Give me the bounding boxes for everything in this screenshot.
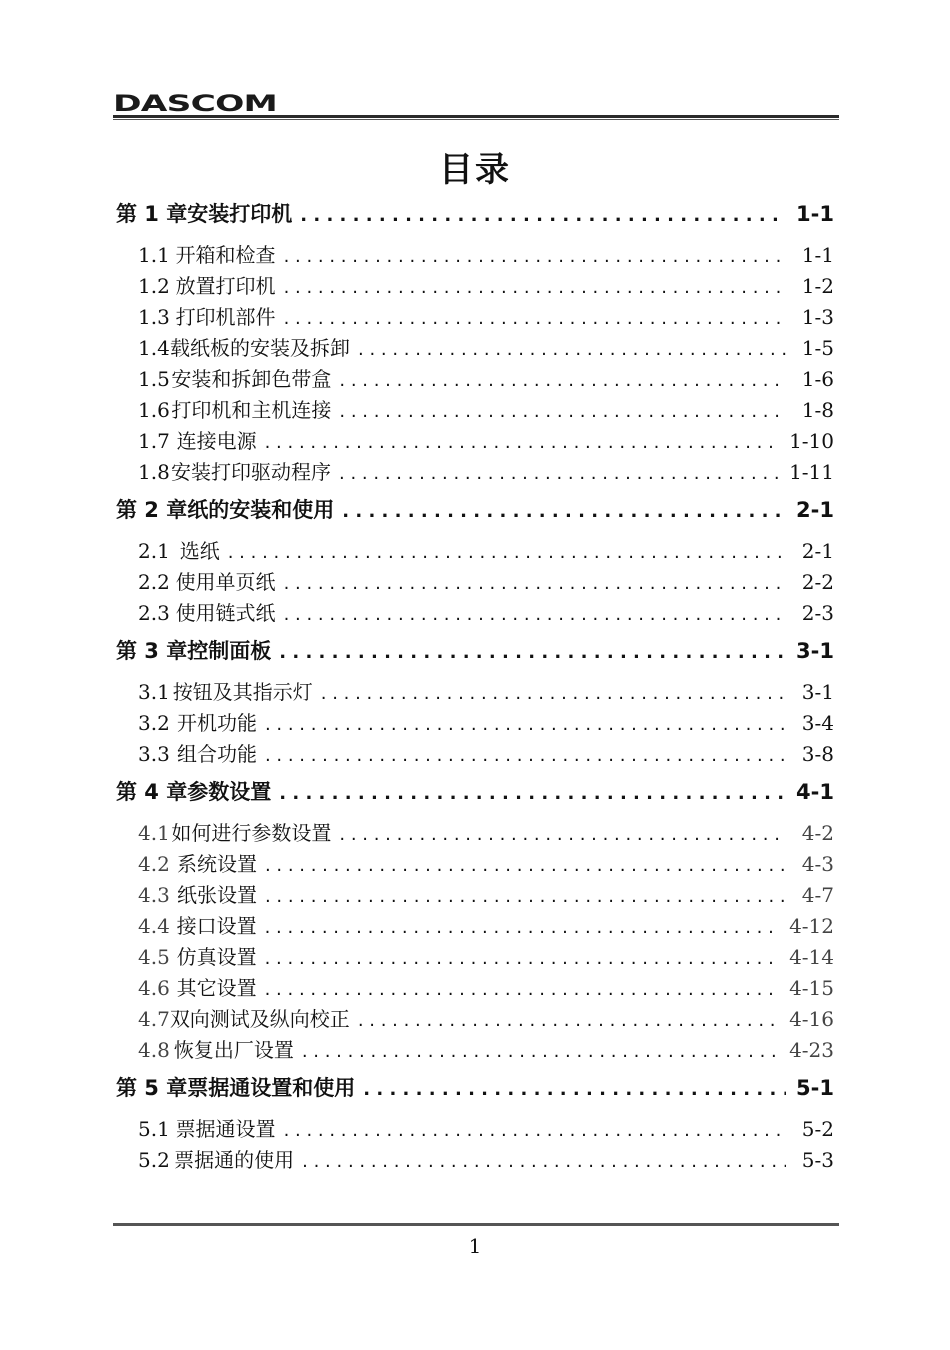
toc-entry-number: 2.1 [138, 539, 170, 563]
toc-section-row[interactable] [116, 817, 834, 848]
toc-dot-leader [284, 604, 786, 625]
toc-dot-leader [300, 205, 786, 226]
toc-section-row[interactable] [116, 1003, 834, 1034]
toc-entry-page: 2-1 [801, 539, 834, 563]
toc-entry-title: 如何进行参数设置 [171, 821, 332, 845]
toc-section-row[interactable] [116, 1144, 834, 1175]
logo-text: DASCOM [113, 92, 277, 114]
toc-entry-title: 参数设置 [187, 780, 272, 804]
toc-dot-leader [265, 745, 786, 766]
toc-entry-title: 放置打印机 [175, 274, 276, 298]
toc-entry-title: 开箱和检查 [175, 243, 276, 267]
toc-entry-page: 4-7 [801, 883, 834, 907]
toc-entry-number: 4.7 [138, 1007, 170, 1031]
toc-section-row[interactable] [116, 707, 834, 738]
toc-entry-page: 2-2 [801, 570, 834, 594]
toc-section-row[interactable] [116, 972, 834, 1003]
toc-entry-number: 4.1 [138, 821, 170, 845]
toc-dot-leader [358, 339, 786, 360]
toc-section-row[interactable] [116, 566, 834, 597]
toc-entry-number: 1.2 [138, 274, 170, 298]
toc-entry-title: 双向测试及纵向校正 [169, 1007, 350, 1031]
toc-dot-leader [339, 463, 781, 484]
toc-dot-leader [302, 1151, 786, 1172]
toc-section-row[interactable] [116, 394, 834, 425]
toc-entry-page: 5-3 [801, 1148, 834, 1172]
toc-entry-number: 3.3 [138, 742, 170, 766]
toc-entry-title: 载纸板的安装及拆卸 [170, 336, 350, 360]
toc-entry-title: 其它设置 [176, 976, 257, 1000]
toc-entry-page: 3-1 [801, 680, 834, 704]
toc-dot-leader [342, 501, 786, 522]
toc-entry-page: 1-11 [789, 460, 834, 484]
toc-dot-leader [265, 432, 781, 453]
toc-section-row[interactable] [116, 1034, 834, 1065]
toc-entry-title: 连接电源 [176, 429, 257, 453]
toc-section-row[interactable] [116, 332, 834, 363]
toc-dot-leader [302, 1041, 781, 1062]
toc-section-row[interactable] [116, 239, 834, 270]
toc-dot-leader [284, 573, 786, 594]
toc-entry-number: 第 1 章 [116, 202, 188, 226]
toc-entry-page: 3-8 [801, 742, 834, 766]
toc-entry-number: 5.2 [138, 1148, 170, 1172]
toc-entry-number: 4.4 [138, 914, 170, 938]
toc-dot-leader [284, 308, 786, 329]
toc-chapter-row[interactable] [116, 494, 834, 532]
toc-entry-number: 4.2 [138, 852, 170, 876]
toc-entry-title: 系统设置 [176, 852, 257, 876]
toc-entry-title: 纸的安装和使用 [187, 498, 335, 522]
toc-entry-page: 3-1 [796, 639, 834, 663]
toc-section-row[interactable] [116, 848, 834, 879]
toc-section-row[interactable] [116, 270, 834, 301]
page-number: 1 [468, 1234, 482, 1258]
toc-entry-page: 1-3 [801, 305, 834, 329]
toc-entry-number: 第 5 章 [116, 1076, 188, 1100]
toc-entry-number: 第 4 章 [116, 780, 188, 804]
dascom-logo [113, 92, 279, 114]
toc-section-row[interactable] [116, 363, 834, 394]
toc-entry-title: 票据通设置 [175, 1117, 276, 1141]
toc-dot-leader [228, 542, 786, 563]
toc-section-row[interactable] [116, 910, 834, 941]
toc-dot-leader [284, 246, 786, 267]
toc-dot-leader [279, 783, 786, 804]
toc-entry-number: 3.1 [138, 680, 170, 704]
toc-entry-page: 4-12 [789, 914, 834, 938]
toc-section-row[interactable] [116, 879, 834, 910]
toc-dot-leader [339, 370, 786, 391]
toc-entry-title: 使用链式纸 [175, 601, 276, 625]
toc-entry-page: 1-8 [801, 398, 834, 422]
toc-section-row[interactable] [116, 941, 834, 972]
toc-dot-leader [265, 948, 781, 969]
toc-entry-number: 1.6 [138, 398, 170, 422]
toc-entry-page: 1-1 [801, 243, 834, 267]
toc-entry-number: 1.3 [138, 305, 170, 329]
toc-entry-number: 1.1 [138, 243, 170, 267]
toc-section-row[interactable] [116, 676, 834, 707]
toc-section-row[interactable] [116, 301, 834, 332]
toc-entry-page: 2-1 [796, 498, 834, 522]
toc-entry-number: 第 2 章 [116, 498, 188, 522]
toc-entry-page: 4-3 [801, 852, 834, 876]
toc-entry-title: 组合功能 [176, 742, 257, 766]
toc-dot-leader [339, 824, 786, 845]
toc-section-row[interactable] [116, 425, 834, 456]
toc-dot-leader [339, 401, 786, 422]
toc-entry-number: 2.2 [138, 570, 170, 594]
toc-dot-leader [265, 714, 786, 735]
toc-entry-title: 按钮及其指示灯 [172, 680, 313, 704]
toc-chapter-row[interactable] [116, 635, 834, 673]
table-of-contents [116, 198, 834, 1175]
toc-entry-number: 2.3 [138, 601, 170, 625]
toc-dot-leader [265, 886, 786, 907]
toc-entry-page: 1-1 [796, 202, 834, 226]
toc-entry-page: 4-1 [796, 780, 834, 804]
toc-entry-title: 仿真设置 [176, 945, 257, 969]
toc-entry-number: 5.1 [138, 1117, 170, 1141]
page-title: 目录 [439, 150, 511, 190]
toc-entry-page: 4-23 [789, 1038, 834, 1062]
toc-entry-number: 第 3 章 [116, 639, 188, 663]
toc-entry-page: 4-14 [789, 945, 834, 969]
page-header [113, 92, 839, 122]
toc-entry-page: 2-3 [801, 601, 834, 625]
toc-entry-page: 1-10 [789, 429, 834, 453]
toc-entry-number: 1.4 [138, 336, 170, 360]
toc-entry-page: 1-2 [801, 274, 834, 298]
toc-section-row[interactable] [116, 456, 834, 487]
toc-entry-number: 1.8 [138, 460, 170, 484]
toc-entry-title: 使用单页纸 [175, 570, 276, 594]
toc-section-row[interactable] [116, 1113, 834, 1144]
toc-dot-leader [358, 1010, 781, 1031]
toc-entry-page: 4-2 [801, 821, 834, 845]
toc-entry-title: 开机功能 [176, 711, 257, 735]
toc-section-row[interactable] [116, 535, 834, 566]
toc-entry-page: 4-16 [789, 1007, 834, 1031]
toc-entry-title: 票据通设置和使用 [187, 1076, 356, 1100]
toc-entry-title: 选纸 [179, 539, 220, 563]
toc-section-row[interactable] [116, 597, 834, 628]
toc-dot-leader [284, 277, 786, 298]
toc-entry-number: 4.3 [138, 883, 170, 907]
toc-dot-leader [321, 683, 786, 704]
footer-rule [113, 1223, 839, 1226]
toc-entry-number: 4.6 [138, 976, 170, 1000]
toc-entry-title: 恢复出厂设置 [173, 1038, 294, 1062]
toc-entry-number: 1.7 [138, 429, 170, 453]
toc-dot-leader [265, 979, 781, 1000]
toc-entry-page: 1-6 [801, 367, 834, 391]
toc-entry-page: 5-1 [796, 1076, 834, 1100]
toc-entry-title: 打印机和主机连接 [171, 398, 332, 422]
toc-dot-leader [284, 1120, 786, 1141]
toc-dot-leader [363, 1079, 786, 1100]
toc-entry-number: 4.8 [138, 1038, 170, 1062]
toc-section-row[interactable] [116, 738, 834, 769]
toc-dot-leader [265, 855, 786, 876]
header-rule-thin [113, 119, 839, 120]
toc-entry-title: 安装打印驱动程序 [171, 460, 332, 484]
toc-entry-title: 纸张设置 [176, 883, 257, 907]
header-rule [113, 115, 839, 118]
toc-dot-leader [265, 917, 781, 938]
toc-entry-page: 5-2 [801, 1117, 834, 1141]
toc-entry-number: 4.5 [138, 945, 170, 969]
toc-entry-number: 3.2 [138, 711, 170, 735]
toc-entry-title: 控制面板 [187, 639, 272, 663]
toc-entry-title: 接口设置 [176, 914, 257, 938]
toc-entry-page: 4-15 [789, 976, 834, 1000]
toc-entry-page: 1-5 [801, 336, 834, 360]
toc-chapter-row[interactable] [116, 198, 834, 236]
toc-dot-leader [279, 642, 786, 663]
toc-entry-title: 票据通的使用 [174, 1148, 295, 1172]
toc-chapter-row[interactable] [116, 1072, 834, 1110]
toc-entry-title: 安装打印机 [187, 202, 293, 226]
toc-entry-title: 打印机部件 [175, 305, 276, 329]
toc-entry-page: 3-4 [801, 711, 834, 735]
toc-entry-number: 1.5 [138, 367, 170, 391]
toc-chapter-row[interactable] [116, 776, 834, 814]
toc-entry-title: 安装和拆卸色带盒 [171, 367, 332, 391]
